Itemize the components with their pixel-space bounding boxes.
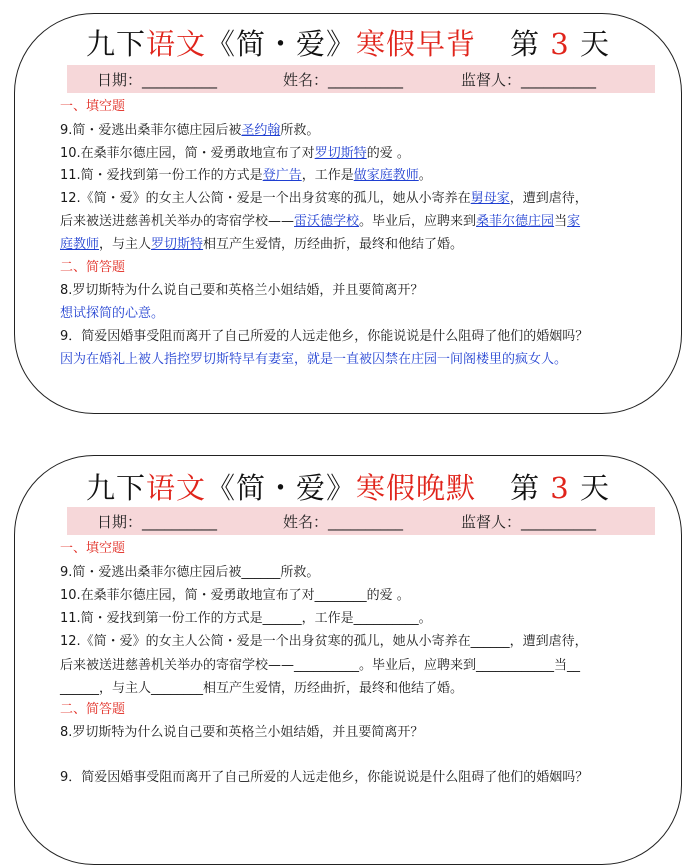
date-field[interactable]: 日期：__________ <box>97 513 218 531</box>
evening-q10[interactable]: 10.在桑菲尔德庄园，简・爱勇敢地宣布了对________的爱 。 <box>60 588 410 603</box>
evening-q12-line3[interactable]: ______，与主人________相互产生爱情，历经曲折，最终和他结了婚。 <box>60 681 464 696</box>
evening-q12-line2[interactable]: 后来被送进慈善机关举办的寄宿学校——__________。毕业后，应聘来到____________当__ <box>60 658 581 673</box>
evening-q9[interactable]: 9.简・爱逃出桑菲尔德庄园后被______所救。 <box>60 565 320 580</box>
morning-q12-line2: 后来被送进慈善机关举办的寄宿学校——雷沃德学校。毕业后，应聘来到桑菲尔德庄园当家 <box>60 214 581 229</box>
morning-s8-answer: 想试探简的心意。 <box>60 306 165 321</box>
supervisor-field[interactable]: 监督人：__________ <box>461 71 597 89</box>
evening-q11[interactable]: 11.简・爱找到第一份工作的方式是______，工作是__________。 <box>60 611 432 626</box>
evening-section-fill-blank: 一、填空题 <box>60 541 126 556</box>
name-field[interactable]: 姓名：__________ <box>283 71 404 89</box>
evening-info-bar <box>67 507 655 535</box>
morning-info-bar <box>67 65 655 93</box>
morning-section-fill-blank: 一、填空题 <box>60 99 126 114</box>
morning-section-short-answer: 二、简答题 <box>60 260 126 275</box>
evening-title: 九下语文《简・爱》寒假晚默 第 3 天 <box>86 471 610 505</box>
evening-s8-question: 8.罗切斯特为什么说自己要和英格兰小姐结婚，并且要简离开？ <box>60 725 424 740</box>
name-field[interactable]: 姓名：__________ <box>283 513 404 531</box>
morning-q10: 10.在桑菲尔德庄园，简・爱勇敢地宣布了对罗切斯特的爱 。 <box>60 146 410 161</box>
morning-q12-line1: 12.《简・爱》的女主人公简・爱是一个出身贫寒的孤儿，她从小寄养在舅母家，遭到虐待， <box>60 191 588 206</box>
morning-q11: 11.简・爱找到第一份工作的方式是登广告，工作是做家庭教师。 <box>60 168 432 183</box>
evening-s9-question: 9．简爱因婚事受阻而离开了自己所爱的人远走他乡，你能说说是什么阻碍了他们的婚姻吗？ <box>60 770 589 785</box>
morning-title: 九下语文《简・爱》寒假早背 第 3 天 <box>86 27 610 61</box>
morning-q9: 9.简・爱逃出桑菲尔德庄园后被圣约翰所救。 <box>60 123 320 138</box>
morning-s9-question: 9．简爱因婚事受阻而离开了自己所爱的人远走他乡，你能说说是什么阻碍了他们的婚姻吗？ <box>60 329 589 344</box>
morning-q12-line3: 庭教师，与主人罗切斯特相互产生爱情，历经曲折，最终和他结了婚。 <box>60 237 464 252</box>
evening-q12-line1[interactable]: 12.《简・爱》的女主人公简・爱是一个出身贫寒的孤儿，她从小寄养在______，遭到虐待， <box>60 634 588 649</box>
date-field[interactable]: 日期：__________ <box>97 71 218 89</box>
morning-s8-question: 8.罗切斯特为什么说自己要和英格兰小姐结婚，并且要简离开？ <box>60 283 424 298</box>
morning-s9-answer: 因为在婚礼上被人指控罗切斯特早有妻室，就是一直被囚禁在庄园一间阁楼里的疯女人。 <box>60 352 568 367</box>
supervisor-field[interactable]: 监督人：__________ <box>461 513 597 531</box>
evening-section-short-answer: 二、简答题 <box>60 702 126 717</box>
